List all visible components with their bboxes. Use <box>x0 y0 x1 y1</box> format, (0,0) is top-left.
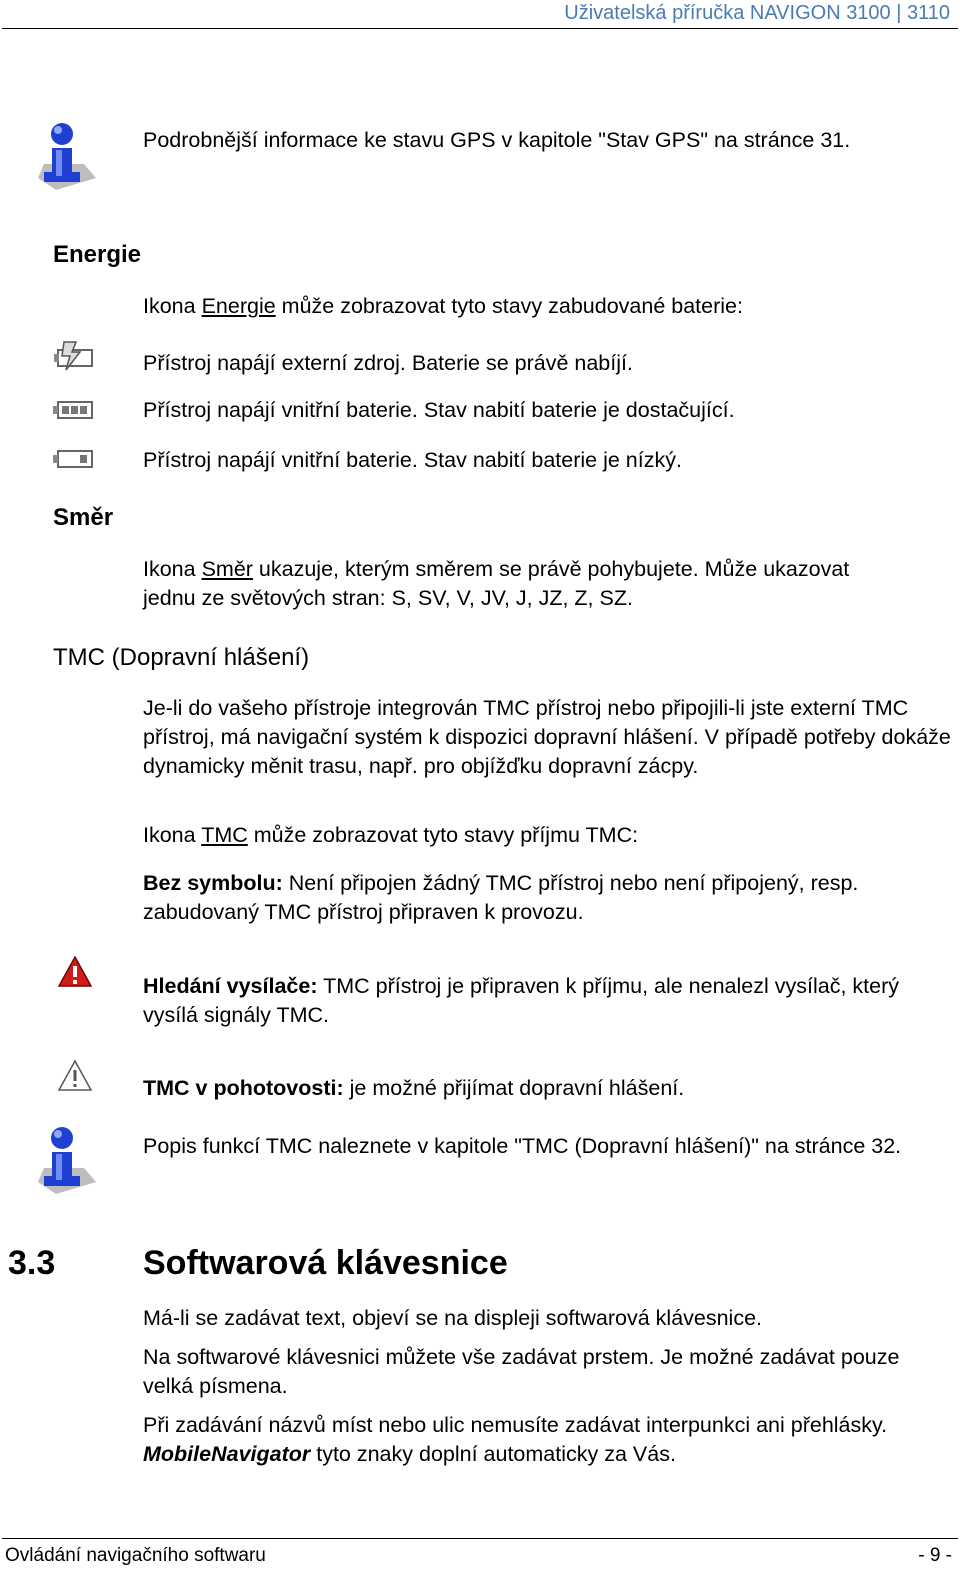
footer-chapter: Ovládání navigačního softwaru <box>5 1545 266 1566</box>
warning-red-icon <box>57 955 93 989</box>
energie-state-3: Přístroj napájí vnitřní baterie. Stav nabití baterie je nízký. <box>143 448 682 472</box>
header-divider <box>2 28 958 29</box>
section-number: 3.3 <box>8 1244 56 1282</box>
page-header-title: Uživatelská příručka NAVIGON 3100 | 3110 <box>564 2 950 24</box>
smer-text: Ikona Směr ukazuje, kterým směrem se právě pohybujete. Může ukazovat jednu ze světových stran: S, SV, V, JV, J, JZ, Z, SZ. <box>143 557 850 610</box>
info-icon <box>30 120 100 192</box>
energie-intro: Ikona Energie může zobrazovat tyto stavy zabudované baterie: <box>143 294 743 318</box>
brand-name: MobileNavigator <box>143 1442 311 1466</box>
info-icon <box>30 1124 100 1196</box>
footer-divider <box>2 1538 958 1539</box>
heading-tmc: TMC (Dopravní hlášení) <box>53 644 310 671</box>
battery-low-icon <box>52 449 94 469</box>
heading-energie: Energie <box>53 241 142 268</box>
heading-smer: Směr <box>53 504 114 531</box>
energie-link: Energie <box>201 294 276 318</box>
section-title: Softwarová klávesnice <box>143 1244 508 1282</box>
section-paragraph-1: Má-li se zadávat text, objeví se na displeji softwarová klávesnice. <box>143 1306 763 1330</box>
section-paragraph-3: Při zadávání názvů míst nebo ulic nemusíte zadávat interpunkci ani přehlásky. MobileNavigator tyto znaky doplní automaticky za Vás. <box>143 1413 888 1466</box>
tmc-state-searching: Hledání vysílače: TMC přístroj je připraven k příjmu, ale nenalezl vysílač, který vysílá signály TMC. <box>143 974 899 1027</box>
tmc-paragraph: Je-li do vašeho přístroje integrován TMC přístroj nebo připojili-li jste externí TMC přístroj, má navigační systém k dispozici dopravní hlášení. V případě potřeby dokáže dynamicky měnit trasu, např. pro objížďku dopravní zácpy. <box>143 696 951 778</box>
tmc-state-ready: TMC v pohotovosti: je možné přijímat dopravní hlášení. <box>143 1076 685 1100</box>
energie-state-2: Přístroj napájí vnitřní baterie. Stav nabití baterie je dostačující. <box>143 398 735 422</box>
section-paragraph-2: Na softwarové klávesnici můžete vše zadávat prstem. Je možné zadávat pouze velká písmena. <box>143 1345 900 1398</box>
warning-outline-icon <box>57 1059 93 1093</box>
battery-full-icon <box>52 400 94 420</box>
info-note-tmc: Popis funkcí TMC naleznete v kapitole "TMC (Dopravní hlášení)" na stránce 32. <box>143 1134 902 1158</box>
smer-link: Směr <box>201 557 253 581</box>
charging-battery-icon <box>52 338 94 372</box>
info-note-gps: Podrobnější informace ke stavu GPS v kapitole "Stav GPS" na stránce 31. <box>143 128 851 152</box>
tmc-intro: Ikona TMC může zobrazovat tyto stavy příjmu TMC: <box>143 823 639 847</box>
energie-state-1: Přístroj napájí externí zdroj. Baterie se právě nabíjí. <box>143 351 633 375</box>
page-number: - 9 - <box>918 1545 952 1566</box>
tmc-link: TMC <box>201 823 248 847</box>
tmc-state-none: Bez symbolu: Není připojen žádný TMC přístroj nebo není připojený, resp. zabudovaný TMC přístroj připraven k provozu. <box>143 871 859 924</box>
